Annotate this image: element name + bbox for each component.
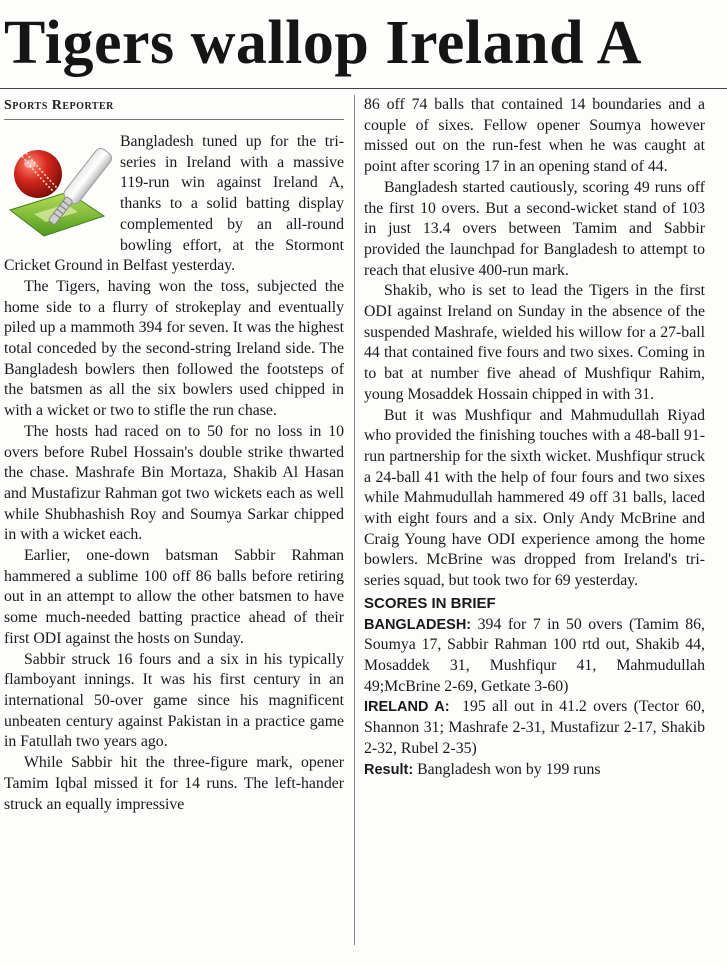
scores-heading: SCORES IN BRIEF (364, 594, 496, 612)
article-paragraph: The Tigers, having won the toss, subjected the home side to a flurry of strokeplay and eventually piled up a mammoth 394 for seven. It was the highest total conceded by the second-string Ireland side. The Bangladesh bowlers then followed the footsteps of the batsmen as all the six bowlers used chipped in with a wicket or two to stifle the run chase. (4, 277, 344, 420)
result-label: Result: (364, 761, 414, 778)
score-ireland-text: 195 all out in 41.2 overs (Tector 60, Shannon 31; Mashrafe 2-31, Mustafizur 2-17, Shakib 2-32, Rubel 2-35) (364, 698, 709, 757)
article-column-2 (364, 95, 709, 780)
headline-rule (0, 88, 727, 89)
team-label-bangladesh: BANGLADESH: (364, 616, 472, 633)
match-result (364, 760, 705, 781)
article-paragraph: Sabbir struck 16 fours and a six in his typically flamboyant innings. It was his first century in an international 50-over game since his magnificent unbeaten century against Pakistan in a practice game in Fatullah two years ago. (4, 650, 344, 751)
byline-rule (4, 119, 344, 120)
article-column-1 (4, 132, 344, 815)
article-paragraph: The hosts had raced on to 50 for no loss in 10 overs before Rubel Hossain's double strike thwarted the chase. Mashrafe Bin Mortaza, Shakib Al Hasan and Mustafizur Rahman got two wickets each as well while Shubhashish Roy and Soumya Sarkar chipped in with a wicket each. (4, 422, 344, 544)
article-paragraph: 86 off 74 balls that contained 14 boundaries and a couple of sixes. Fellow opener Soumya however missed out on the run-fest when he was caught at point after scoring 17 in an opening stand of 44. (364, 96, 705, 176)
article-paragraph: Bangladesh tuned up for the tri-series in Ireland with a massive 119-run win against Ireland A, thanks to a solid batting display complemented by an all-round bowling effort, at the Stormont Cricket Ground in Belfast yesterday. (4, 133, 344, 275)
headline: Tigers wallop Ireland A (4, 9, 642, 77)
article-paragraph: Shakib, who is set to lead the Tigers in the first ODI against Ireland on Sunday in the absence of the suspended Mashrafe, wielded his willow for a 27-ball 44 that contained five fours and two sixes. Coming in to bat at number five ahead of Mushfiqur Rahim, young Mosaddek Hossain chipped in with 31. (364, 282, 705, 403)
byline: Sports Reporter (4, 98, 114, 113)
article-paragraph: Bangladesh started cautiously, scoring 49 runs off the first 10 overs. But a second-wicket stand of 103 in just 13.4 overs between Tamim and Sabbir provided the launchpad for Bangladesh to attempt to reach that elusive 400-run mark. (364, 178, 705, 279)
result-text: Bangladesh won by 199 runs (413, 760, 601, 778)
team-label-ireland: IRELAND A: (364, 699, 450, 716)
score-bangladesh-text: 394 for 7 in 50 overs (Tamim 86, Soumya 17, Sabbir Rahman 100 rtd out, Shakib 44, Mosaddek 31, Mushfiqur 41, Mahmudullah 49;McBrine 2-69, Getkate 3-60) (364, 615, 705, 695)
cricket-ball-bat-pitch-icon (4, 132, 112, 242)
article-paragraph: Earlier, one-down batsman Sabbir Rahman hammered a sublime 100 off 86 balls before retiring out in an attempt to allow the other batsmen to have some much-needed batting practice ahead of their first ODI against the hosts on Sunday. (4, 547, 344, 647)
article-paragraph: But it was Mushfiqur and Mahmudullah Riyad who provided the finishing touches with a 48-ball 91-run partnership for the sixth wicket. Mushfiqur struck a 24-ball 41 with the help of four fours and two sixes while Mahmudullah hammered 49 off 31 balls, laced with eight fours and a six. Only Andy McBrine and Craig Young have ODI experience among the home bowlers. McBrine was dropped from Ireland's tri-series squad, but took two for 69 yesterday. (364, 406, 705, 590)
score-ireland (364, 697, 709, 759)
score-bangladesh (364, 615, 705, 698)
article-paragraph: While Sabbir hit the three-figure mark, opener Tamim Iqbal missed it for 14 runs. The left-hander struck an equally impressive (4, 754, 344, 813)
column-divider (354, 95, 355, 945)
